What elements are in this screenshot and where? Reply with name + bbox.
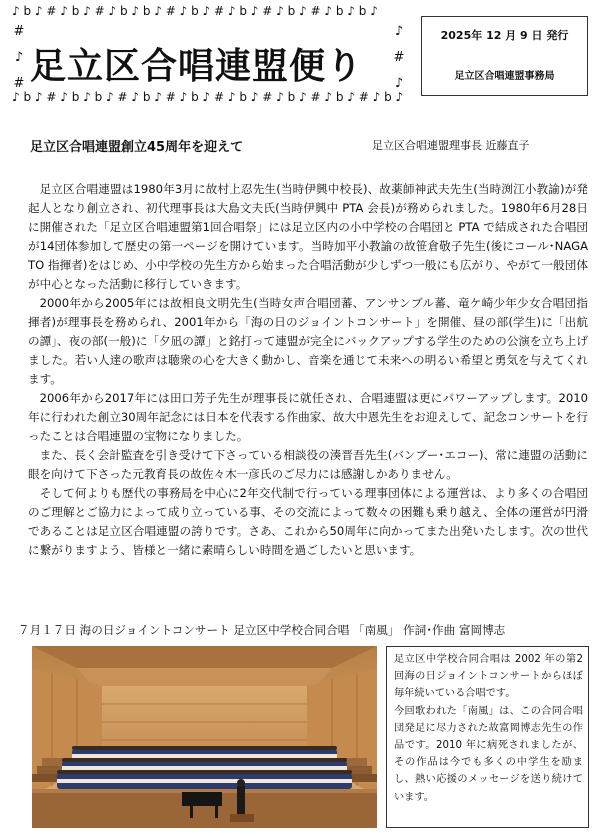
music-notes-border-top: ♪ b ♪ # ♪ b ♪ # ♪ b ♪ b ♪ # ♪ b ♪ # ♪ b ♪ # ♪ b ♪ # ♪ b ♪ b ♪ bbox=[12, 4, 378, 18]
note-right-1: ♪ bbox=[394, 24, 404, 39]
article-paragraph-4: また、長く会計監査を引き受けて下さっている相談役の湊晋吾先生(バンブー･エコー)、常に連盟の活動に眼を向けて下さった元教育長の故佐々木一彦氏のご尽力には感謝しかありません。 bbox=[28, 448, 588, 481]
music-notes-border-right bbox=[392, 19, 406, 97]
note-left-1: # bbox=[13, 24, 25, 39]
article-paragraph-5: そして何よりも歴代の事務局を中心に2年交代制で行っている理事団体による運営は、より多くの合唱団のご理解とご協力によって成り立っている事、その交流によって数々の困難も乗り越え、全体の運営が円滑であることは足立区合唱連盟の誇りです。さあ、これから50周年に向かってまた出発いたします。次の世代に繋がりますよう、皆様と一緒に素晴らしい時間を過ごしたいと思います。 bbox=[28, 486, 588, 557]
music-notes-border-bottom: ♪ b ♪ # ♪ b ♪ b ♪ # ♪ b ♪ # ♪ b ♪ # ♪ b ♪ # ♪ b ♪ # ♪ b ♪ # ♪ b ♪ bbox=[12, 90, 404, 104]
music-notes-border-left bbox=[12, 19, 26, 97]
chorus-info-paragraph-2: 今回歌われた「南風」は、この合同合唱団発足に尽力された故富岡博志先生の作品です。2010 年に病死されましたが、その作品は今でも多くの中学生を励まし、熱い応援のメッセージを送り続けています。 bbox=[394, 705, 583, 803]
article-title: 足立区合唱連盟創立45周年を迎えて bbox=[30, 140, 244, 155]
photo-caption: ７月１７日 海の日ジョイントコンサート 足立区中学校合同合唱 「南風」 作詞･作曲 富岡博志 bbox=[18, 623, 506, 637]
article-paragraph-3: 2006年から2017年には田口芳子先生が理事長に就任され、合唱連盟は更にパワーアップします。2010年に行われた創立30周年記念には日本を代表する作曲家、故大中恩先生をお迎えして、記念コンサートを行ったことは合唱連盟の宝物になりました。 bbox=[28, 391, 588, 443]
article-paragraph-2: 2000年から2005年には故相良文明先生(当時女声合唱団蕃、アンサンブル蕃、竜ケ崎少年少女合唱団指揮者)が理事長を務められ、2001年から「海の日のジョイントコンサート」を開催、昼の部(学生)に「出航の譚」、夜の部(一般)に「夕凪の譚」と銘打って連盟が完全にバックアップする学生のための公演を立ち上げました。若い人達の歌声は聴衆の心を大きく動かし、音楽を通じて未来への明るい希望と勇気を与えてくれます。 bbox=[28, 296, 588, 386]
concert-hall-illustration bbox=[32, 646, 377, 828]
article-author: 足立区合唱連盟理事長 近藤直子 bbox=[372, 139, 530, 152]
note-right-3: ♪ bbox=[394, 76, 404, 91]
note-right-2: # bbox=[393, 50, 405, 65]
newsletter-title: 足立区合唱連盟便り bbox=[30, 46, 364, 87]
publisher-office: 足立区合唱連盟事務局 bbox=[454, 71, 555, 82]
chorus-info-paragraph-1: 足立区中学校合同合唱は 2002 年の第2回海の日ジョイントコンサートからほぼ毎年続いている合唱です。 bbox=[394, 654, 583, 700]
article-body bbox=[28, 180, 588, 560]
note-left-3: # bbox=[13, 76, 25, 91]
note-left-2: ♪ bbox=[14, 50, 24, 65]
issue-date: 2025年 12 月 9 日 発行 bbox=[440, 29, 569, 42]
issue-info-box bbox=[421, 16, 588, 96]
chorus-info-box bbox=[386, 646, 589, 828]
article-paragraph-1: 足立区合唱連盟は1980年3月に故村上忍先生(当時伊興中校長)、故薬師神武夫先生(当時渕江小教諭)が発起人となり創立され、初代理事長は大島文夫氏(当時伊興中 PTA 会長)が務められました。1980年6月28日に開催された「足立区合唱連盟第1回合唱祭」には足立区内の小中学校の合唱団と PTA で結成された合唱団が14団体参加して歴史の第一ページを開けています。当時加平小教諭の故笹倉敬子先生(後にコール･NAGATO 指揮者)をはじめ、小中学校の先生方から始まった合唱活動が少しずつ一般にも広がり、やがて一般団体が中心となった活動に移行していきます。 bbox=[28, 182, 588, 291]
concert-photo bbox=[32, 646, 377, 828]
